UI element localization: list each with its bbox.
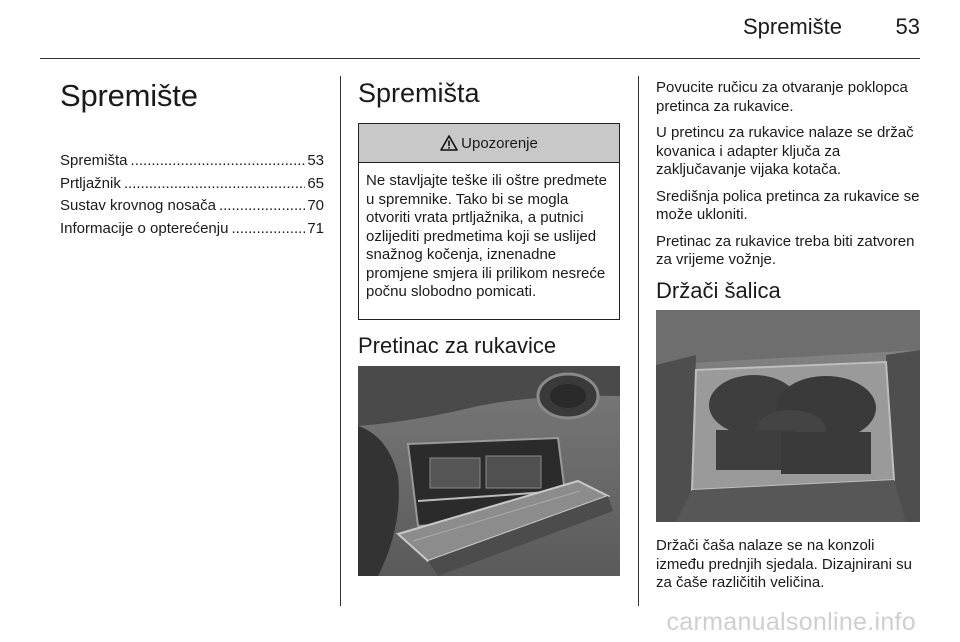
glovebox-heading: Pretinac za rukavice: [358, 333, 557, 358]
toc-leader-dots: [219, 195, 305, 218]
column-divider-right: [638, 76, 639, 606]
page-number: 53: [895, 14, 920, 39]
glovebox-photo: [358, 366, 620, 576]
toc-leader-dots: [131, 150, 306, 173]
toc-entry-page: 65: [307, 174, 324, 192]
toc-entry[interactable]: [60, 173, 324, 196]
cupholder-photo: [656, 310, 920, 522]
toc-entry-title: Spremišta: [60, 152, 128, 169]
table-of-contents: [60, 150, 324, 240]
warning-triangle-icon: [440, 135, 458, 151]
cupholder-description: Držači čaša nalaze se na konzoli između prednjih sjedala. Dizajnirani su za čaše različitih veličina.: [656, 537, 912, 591]
warning-text: Ne stavljajte teške ili oštre predmete u spremnike. Tako bi se mogla otvoriti vrata prtljažnika, a putnici ozlijediti predmetima koji se uslijed snažnog kočenja, iznenadne promjene smjera ili prilikom nesreće počnu slobodno pomicati.: [366, 172, 607, 300]
column-divider-left: [340, 76, 341, 606]
watermark: carmanualsonline.info: [666, 608, 916, 636]
toc-entry-title: Sustav krovnog nosača: [60, 197, 216, 214]
toc-leader-dots: [231, 218, 305, 241]
paragraph: Središnja polica pretinca za rukavice se može ukloniti.: [656, 187, 920, 223]
toc-entry-page: 70: [307, 197, 324, 214]
glovebox-description: [656, 79, 920, 278]
header-divider: [40, 58, 920, 59]
paragraph: U pretincu za rukavice nalaze se držač kovanica i adapter ključa za zaključavanje vijaka kotača.: [656, 124, 914, 178]
toc-entry-page: 71: [307, 219, 324, 237]
toc-entry[interactable]: [60, 195, 324, 218]
toc-entry-title: Informacije o opterećenju: [60, 219, 229, 237]
toc-entry[interactable]: [60, 218, 324, 241]
paragraph: Povucite ručicu za otvaranje poklopca pretinca za rukavice.: [656, 79, 908, 115]
paragraph: Pretinac za rukavice treba biti zatvoren za vrijeme vožnje.: [656, 232, 915, 268]
warning-header: [359, 124, 619, 163]
section-title: Spremišta: [358, 78, 480, 108]
toc-entry-page: 53: [307, 152, 324, 169]
warning-heading: Upozorenje: [461, 134, 538, 152]
toc-entry-title: Prtljažnik: [60, 174, 121, 192]
running-header-title: Spremište: [742, 14, 842, 39]
cupholder-heading: Držači šalica: [656, 278, 781, 303]
chapter-title: Spremište: [60, 78, 198, 113]
toc-entry[interactable]: [60, 150, 324, 173]
warning-box: [358, 123, 620, 320]
toc-leader-dots: [124, 173, 305, 196]
